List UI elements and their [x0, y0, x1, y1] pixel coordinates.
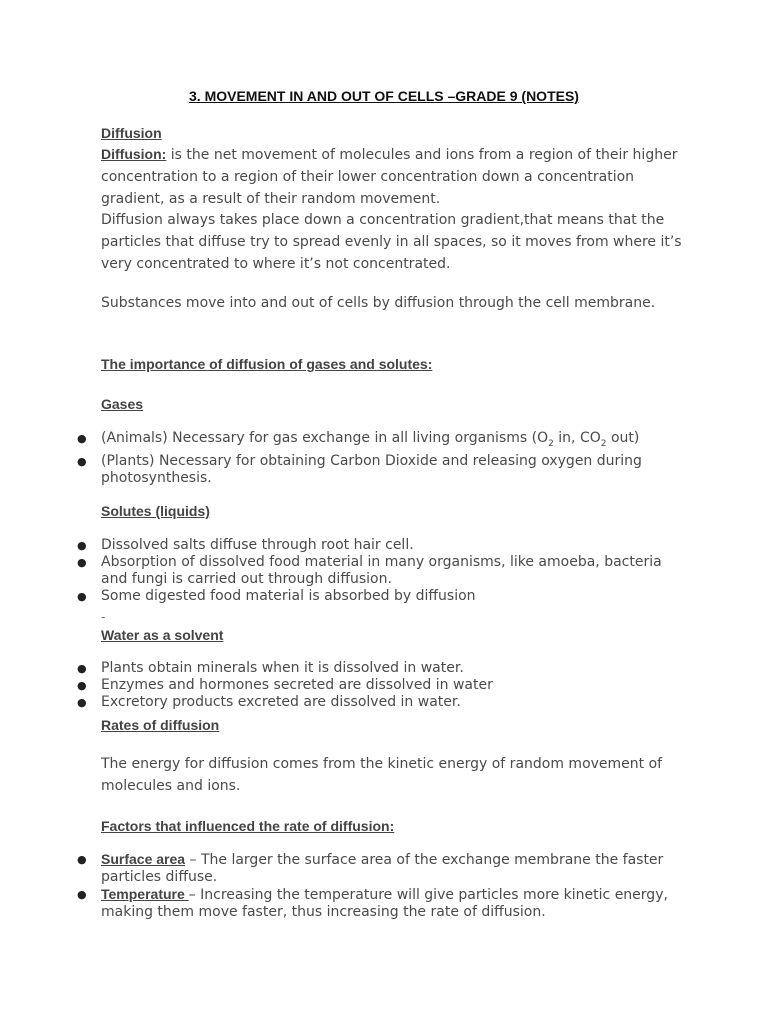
factor-term: Temperature — [101, 886, 189, 902]
list-item: ● (Animals) Necessary for gas exchange in all living organisms ($O_2$ in, $CO_2$ out) — [77, 430, 640, 449]
list-item: ● Temperature – Increasing the temperature will give particles more kinetic energy, making them move faster, thus increasing the rate of diffusion. — [77, 886, 668, 920]
water-heading: Water as a solvent — [101, 627, 224, 643]
list-item: ● Excretory products excreted are dissolved in water. — [77, 694, 461, 710]
bullet-icon: ● — [77, 696, 87, 709]
list-item: ● Enzymes and hormones secreted are dissolved in water — [77, 677, 493, 693]
factors-list — [77, 851, 681, 921]
diffusion-explanation: Diffusion always takes place down a concentration gradient,that means that the particles that diffuse try to spread evenly in all spaces, so it moves from where it’s very concentrated to where it’s not concentrated. — [101, 212, 682, 272]
bullet-icon: ● — [77, 539, 87, 552]
separator-dash: - — [101, 610, 106, 624]
factor-term: Surface area — [101, 851, 186, 867]
list-item: ● (Plants) Necessary for obtaining Carbon Dioxide and releasing oxygen during photosynthesis. — [77, 452, 642, 486]
factors-heading: Factors that influenced the rate of diffusion: — [101, 818, 395, 834]
list-item: ● Some digested food material is absorbed by diffusion — [77, 588, 476, 604]
water-list — [77, 660, 681, 711]
gases-list — [77, 430, 681, 487]
bullet-icon: ● — [77, 432, 87, 445]
membrane-note: Substances move into and out of cells by diffusion through the cell membrane. — [101, 295, 656, 311]
bullet-icon: ● — [77, 679, 87, 692]
rates-heading: Rates of diffusion — [101, 717, 220, 733]
bullet-icon: ● — [77, 853, 87, 866]
list-item: ● Absorption of dissolved food material in many organisms, like amoeba, bacteria and fungi is carried out through diffusion. — [77, 554, 662, 587]
list-item: ● Surface area – The larger the surface area of the exchange membrane the faster particles diffuse. — [77, 851, 664, 885]
bullet-icon: ● — [77, 590, 87, 603]
bullet-icon: ● — [77, 556, 87, 569]
solutes-list — [77, 537, 681, 605]
list-item: ● Dissolved salts diffuse through root hair cell. — [77, 537, 414, 553]
diffusion-term: Diffusion: — [101, 146, 167, 162]
rates-text: The energy for diffusion comes from the kinetic energy of random movement of molecules and ions. — [101, 756, 663, 794]
bullet-icon: ● — [77, 662, 87, 675]
gases-heading: Gases — [101, 396, 144, 412]
page-title: 3. MOVEMENT IN AND OUT OF CELLS –GRADE 9 (NOTES) — [189, 88, 579, 104]
bullet-icon: ● — [77, 888, 87, 901]
diffusion-definition — [101, 143, 691, 210]
diffusion-definition-text: is the net movement of molecules and ions from a region of their higher concentration to a region of their lower concentration down a concentration gradient, as a result of their random movement. — [101, 147, 678, 207]
solutes-heading: Solutes (liquids) — [101, 503, 210, 519]
list-item: ● Plants obtain minerals when it is dissolved in water. — [77, 660, 464, 676]
importance-heading: The importance of diffusion of gases and solutes: — [101, 356, 433, 372]
bullet-icon: ● — [77, 454, 87, 468]
diffusion-heading: Diffusion — [101, 125, 162, 141]
